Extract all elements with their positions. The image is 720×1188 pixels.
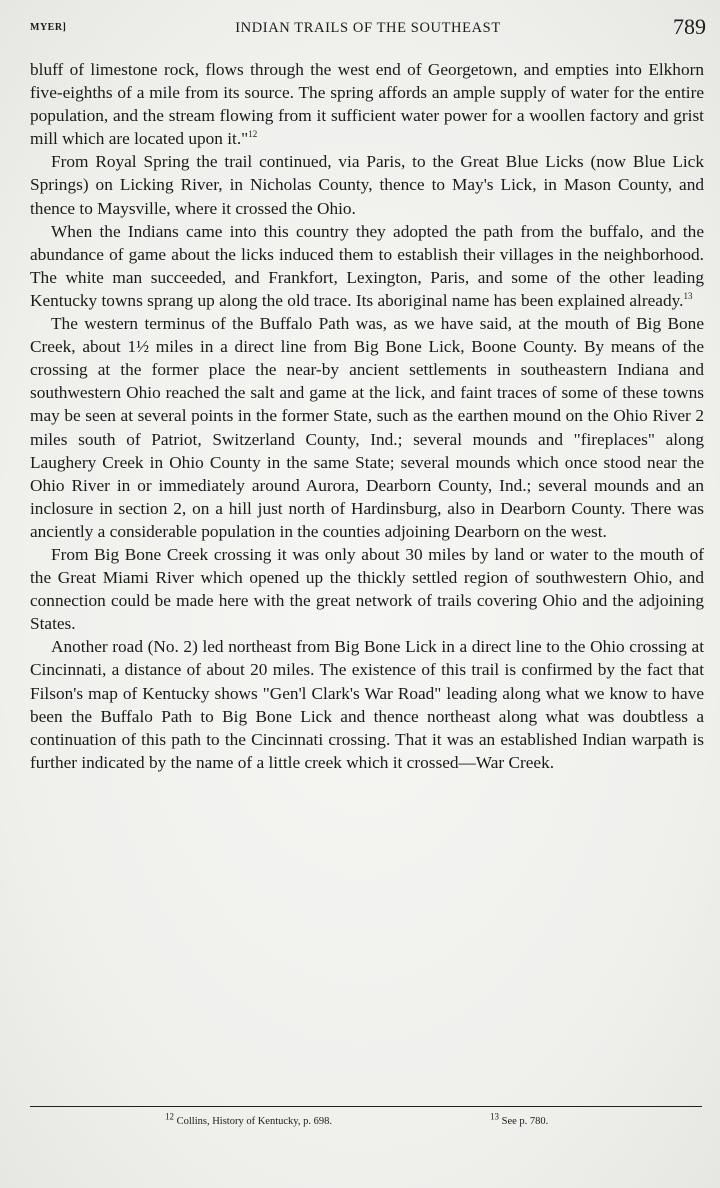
footnote-mark: 12 <box>165 1111 174 1122</box>
paragraph: bluff of limestone rock, flows through the west end of Georgetown, and empties into Elkhorn five-eighths of a mile from its source. The spring affords an ample supply of water for the entire population, and the stream flowing from it sufficient water power for a woollen factory and grist mill which are located upon it."$^{12}$ <box>30 60 704 149</box>
paragraph: When the Indians came into this country they adopted the path from the buffalo, and the abundance of game about the licks induced them to establish their villages in the neighborhood. The white man succeeded, and Frankfort, Lexington, Paris, and some of the other leading Kentucky towns sprang up along the old trace. Its aboriginal name has been explained already.$^{13}$ <box>30 221 704 310</box>
footnote-divider <box>30 1106 702 1107</box>
running-head <box>30 14 706 44</box>
body-text <box>30 58 704 774</box>
page-number: 789 <box>673 14 706 39</box>
footnote-text: Collins, History of Kentucky, p. 698. <box>176 1116 332 1127</box>
paragraph: Another road (No. 2) led northeast from Big Bone Lick in a direct line to the Ohio crossing at Cincinnati, a distance of about 20 miles. The existence of this trail is confirmed by the fact that Filson's map of Kentucky shows "Gen'l Clark's War Road" leading along what we know to have been the Buffalo Path to Big Bone Lick and thence northeast along what was doubtless a continuation of this path to the Cincinnati crossing. That it was an established Indian warpath is further indicated by the name of a little creek which it crossed—War Creek. <box>30 637 704 772</box>
footnote-text: See p. 780. <box>501 1116 549 1127</box>
page-title: INDIAN TRAILS OF THE SOUTHEAST <box>235 20 501 36</box>
paragraph: From Big Bone Creek crossing it was only about 30 miles by land or water to the mouth of the Great Miami River which opened up the thickly settled region of southwestern Ohio, and connection could be made here with the great network of trails covering Ohio and the adjoining States. <box>30 544 704 634</box>
paragraph: From Royal Spring the trail continued, via Paris, to the Great Blue Licks (now Blue Lick Springs) on Licking River, in Nicholas County, thence to May's Lick, in Mason County, and thence to Maysville, where it crossed the Ohio. <box>30 152 704 218</box>
footnote-ref: 12 <box>248 129 258 140</box>
paragraph: The western terminus of the Buffalo Path was, as we have said, at the mouth of Big Bone Creek, about 1½ miles in a direct line from Big Bone Lick, Boone County. By means of the crossing at the former place the near-by ancient settlements in southeastern Indiana and southwestern Ohio reached the salt and game at the lick, and faint traces of some of these towns may be seen at several points in the former State, such as the earthen mound on the Ohio River 2 miles south of Patriot, Switzerland County, Ind.; several mounds and "fireplaces" along Laughery Creek in Ohio County in the same State; several mounds which once stood near the Ohio River in or immediately around Aurora, Dearborn County, Ind.; several mounds and an inclosure in section 2, on a hill just north of Hardinsburg, also in Dearborn County. There was anciently a considerable population in the counties adjoining Dearborn on the west. <box>30 314 704 541</box>
footnote <box>165 1111 332 1127</box>
footnote-mark: 13 <box>490 1111 499 1122</box>
footnote-ref: 13 <box>683 291 693 302</box>
footnote <box>490 1111 549 1127</box>
author-running-head: MYER] <box>30 22 67 33</box>
